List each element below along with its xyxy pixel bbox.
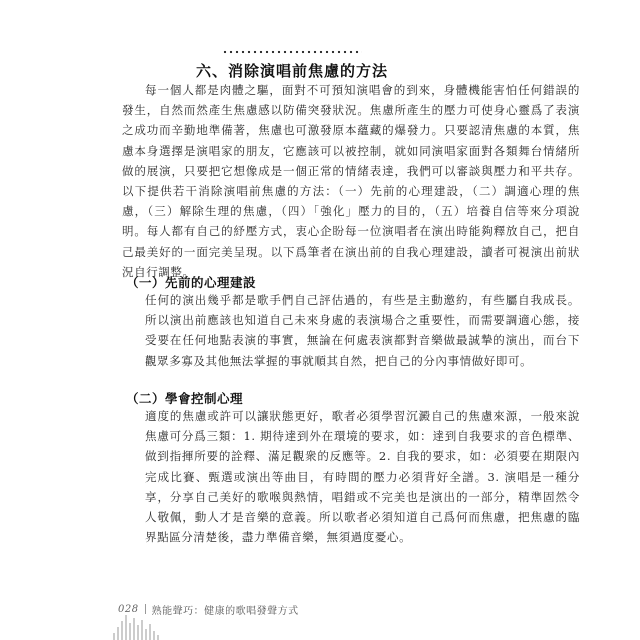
section-paragraph-mental-preparation: 任何的演出幾乎都是歌手們自己評估過的，有些是主動邀約，有些屬自我成長。所以演出前應該也知道自己未來身處的表演場合之重要性，而需要調適心態，接受要在任何地點表演的事實，無論在何處表演都對音樂做最誠摯的演出，而台下觀眾多寡及其他無法掌握的事就順其自然，把自己的分內事情做好即可。 xyxy=(145,293,580,368)
soundwave-ornament-icon xyxy=(112,611,162,640)
section-heading-control-psychology: （二）學會控制心理 xyxy=(126,391,244,406)
running-book-title: 熟能聲巧：健康的歌唱發聲方式 xyxy=(151,605,299,617)
section-paragraph-control-psychology: 適度的焦慮或許可以讓狀態更好，歌者必須學習沉澱自己的焦慮來源，一般來說焦慮可分爲三類：1. 期待達到外在環境的要求，如：達到自我要求的音色標準、做到指揮所要的詮釋、滿足觀衆的反應等。2. 自我的要求，如：必須要在期限內完成比賽、甄選或演出等曲目，有時間的壓力必須背好全譜。3. 演唱是一種分享，分享自己美好的歌喉與熱情，唱錯或不完美也是演出的一部分，精準固然令人敬佩，動人才是音樂的意義。所以歌者必須知道自己爲何而焦慮，把焦慮的臨界點區分清楚後，盡力準備音樂，無須過度憂心。 xyxy=(145,409,580,545)
intro-paragraph: 每一個人都是肉體之驅，面對不可預知演唱會的到來，身體機能害怕任何錯誤的發生，自然而然產生焦慮感以防備突發狀況。焦慮所產生的壓力可使身心靈爲了表演之成功而辛勤地準備著，焦慮也可激發原本蘊藏的爆發力。只要認清焦慮的本質，焦慮本身選擇是演唱家的朋友，它應該可以被控制，就如同演唱家面對各類舞台情緒所做的展演，只要把它想像成是一個正常的情緒表達，我們可以審談與壓力和平共存。以下提供若干消除演唱前焦慮的方法：（一）先前的心理建設，（二）調適心理的焦慮，（三）解除生理的焦慮，（四）「強化」壓力的目的，（五）培養自信等來分項說明。每人都有自己的紓壓方式，衷心企盼每一位演唱者在演出時能夠釋放自己，把自己最美好的一面完美呈現。以下爲筆者在演出前的自我心理建設，讀者可視演出前狀況自行調整。 xyxy=(122,83,580,279)
chapter-title: 六、消除演唱前焦慮的方法 xyxy=(195,62,388,80)
page-number: 028 xyxy=(118,603,139,615)
decorative-dot-rule xyxy=(222,50,362,54)
section-heading-mental-preparation: （一）先前的心理建設 xyxy=(126,275,257,290)
